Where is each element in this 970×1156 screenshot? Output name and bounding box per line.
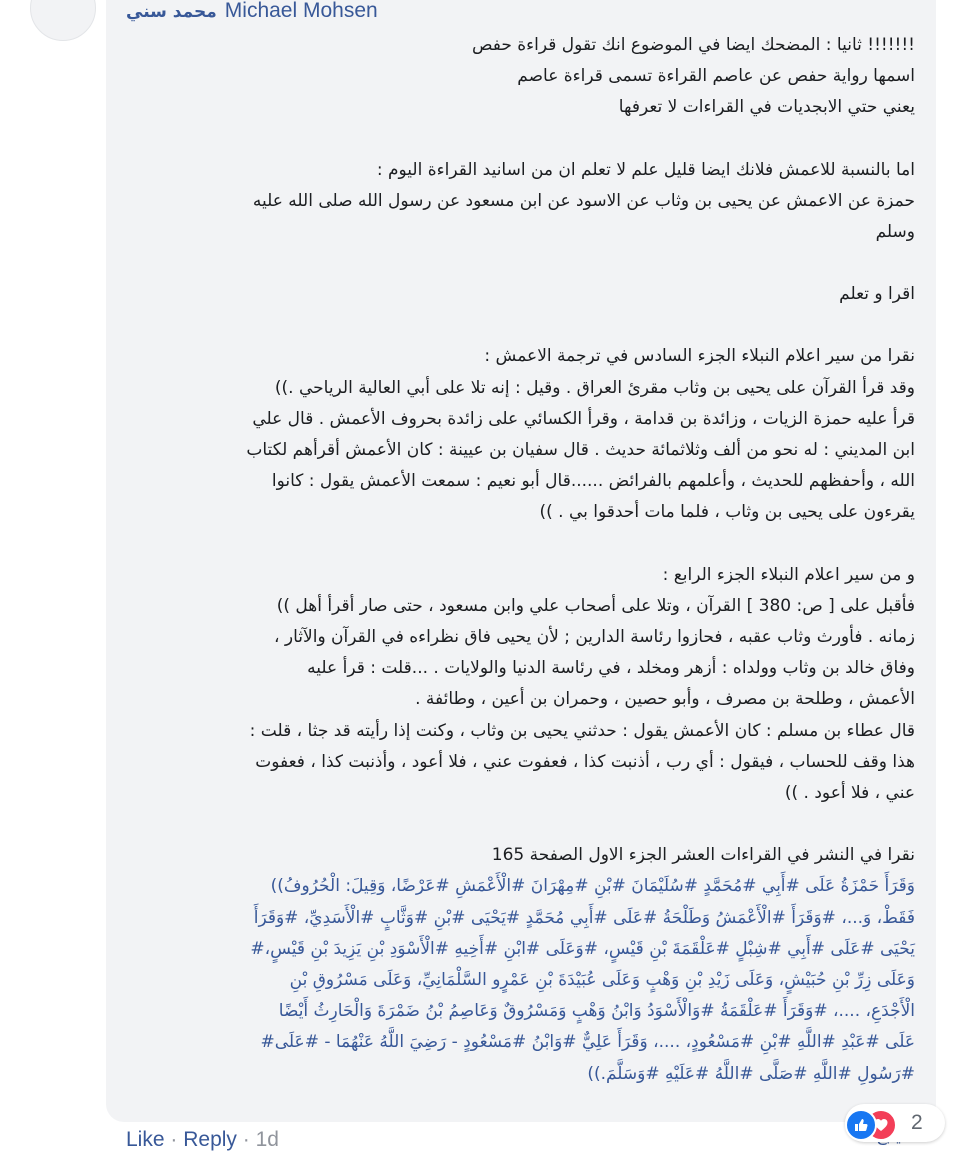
comment-line: وقد قرأ القرآن على يحيى بن وثاب مقرئ العراق . وقيل : إنه تلا على أبي العالية الرياحي .)) (274, 377, 915, 398)
comment-line: الله ، وأحفظهم للحديث ، وأعلمهم بالفرائض ......قال أبو نعيم : سمعت الأعمش يقول : كانوا (271, 471, 915, 492)
reactions-summary[interactable] (845, 1104, 945, 1142)
paragraph-gap (120, 124, 915, 155)
comment-line: حمزة عن الاعمش عن يحيى بن وثاب عن الاسود عن ابن مسعود عن رسول الله صلى الله عليه (252, 190, 915, 211)
paragraph-gap (120, 809, 915, 840)
comment-line-hashtags[interactable]: الْأَجْدَعِ، ....، #وَقَرَأَ #عَلْقَمَةُ #وَالْأَسْوَدُ وَابْنُ وَهْبٍ وَمَسْرُوقٌ وَعَاصِمُ بْنُ ضَمْرَةَ وَالْحَارِثُ أَيْضًا (278, 1001, 915, 1022)
comment-line: و من سير اعلام النبلاء الجزء الرابع : (662, 564, 915, 585)
comment-line-hashtags[interactable]: وَعَلَى زِرِّ بْنِ حُبَيْشٍ، وَعَلَى زَيْدِ بْنِ وَهْبٍ وَعَلَى عُبَيْدَةَ بْنِ عَمْرٍو السَّلْمَانِيِّ، وَعَلَى مَسْرُوقِ بْنِ (289, 970, 915, 991)
comment-line: !!!!!!! ثانيا : المضحك ايضا في الموضوع انك تقول قراءة حفص (471, 35, 915, 55)
comment-body (120, 30, 915, 1152)
comment-line-hashtags[interactable]: وَقَرَأَ حَمْزَةُ عَلَى #أَبِي #مُحَمَّدٍ #سُلَيْمَانَ #بْنِ #مِهْرَانَ #الْأَعْمَشِ #عَرْضًا، وَقِيلَ: الْحُرُوفُ)) (270, 876, 915, 897)
author-name-alt[interactable]: محمد سني (126, 2, 217, 22)
comment-line: عني ، فلا أعود . )) (784, 783, 915, 804)
paragraph-gap (120, 1090, 915, 1121)
reaction-count: 2 (911, 1111, 923, 1134)
separator: · (242, 1128, 250, 1151)
comment-author[interactable] (126, 0, 378, 25)
paragraph-gap (120, 248, 915, 279)
like-button[interactable]: Like (126, 1128, 165, 1151)
comment-line-hashtags[interactable]: #رَسُولِ #اللَّهِ #صَلَّى #اللَّهُ #عَلَيْهِ #وَسَلَّمَ.)) (587, 1063, 915, 1084)
comment-line: وفاق خالد بن وثاب وولداه : أزهر ومخلد ، في رئاسة الدنيا والولايات . ...قلت : قرأ عليه (307, 658, 915, 679)
comment-line: هذا وقف للحساب ، فيقول : أي رب ، أذنبت كذا ، فعفوت عني ، فلا أعود ، وأذنبت كذا ، فعفوت (255, 751, 915, 772)
comment-line: اما بالنسبة للاعمش فلانك ايضا قليل علم لا تعلم ان من اسانيد القراءة اليوم : (376, 159, 915, 180)
paragraph-gap (120, 529, 915, 560)
comment-line: يقرءون على يحيى بن وثاب ، فلما مات أحدقوا بي . )) (539, 502, 915, 523)
reply-button[interactable]: Reply (183, 1128, 237, 1151)
comment-line: نقرا من سير اعلام النبلاء الجزء السادس في ترجمة الاعمش : (484, 346, 915, 367)
comment-line: ابن المديني : له نحو من ألف وثلاثمائة حديث . قال سفيان بن عيينة : كان الأعمش أقرأهم لكتاب (246, 440, 915, 461)
comment-line-hashtags[interactable]: عَلَى #عَبْدِ #اللَّهِ #بْنِ #مَسْعُودٍ، ....، وَقَرَأَ عَلِيٌّ #وَابْنُ #مَسْعُودٍ - رَضِيَ اللَّهُ عَنْهُمَا - #عَلَى# (260, 1032, 915, 1053)
comment-line: زمانه . فأورث وثاب عقبه ، فحازوا رئاسة الدارين ; لأن يحيى فاق نظراءه في القرآن والآثار ، (274, 627, 915, 648)
paragraph-gap (120, 310, 915, 341)
comment-line: اقرا و تعلم (839, 284, 915, 305)
timestamp[interactable]: 1d (255, 1128, 279, 1151)
comment-line-hashtags[interactable]: يَحْيَى #عَلَى #أَبِي #شِبْلٍ #عَلْقَمَةَ بْنِ قَيْسٍ، #وَعَلَى #ابْنِ #أَخِيهِ #الْأَسْوَدِ بْنِ يَزِيدَ بْنِ قَيْسٍ،# (250, 938, 915, 959)
comment-line: فأقبل على [ ص: 380 ] القرآن ، وتلا على أصحاب علي وابن مسعود ، حتى صار أقرأ أهل )) (276, 595, 915, 616)
thumbs-up-icon (853, 1117, 869, 1133)
comment-line-hashtags[interactable]: فَقَطْ، وَ...، #وَقَرَأَ #الْأَعْمَشُ وَطَلْحَةُ #عَلَى #أَبِي مُحَمَّدٍ #يَحْيَى #بْنِ #وَثَّابٍ #الْأَسَدِيِّ، #وَقَرَأَ (253, 907, 915, 928)
comment-line: قال عطاء بن مسلم : كان الأعمش يقول : حدثني يحيى بن وثاب ، وكنت إذا رأيته قد جثا ، قلت : (249, 720, 915, 741)
like-reaction-icon (845, 1109, 877, 1141)
separator: · (170, 1128, 178, 1151)
comment-line: يعني حتي الابجديات في القراءات لا تعرفها (618, 97, 915, 118)
comment-line: اسمها رواية حفص عن عاصم القراءة تسمى قراءة عاصم (517, 66, 915, 87)
author-name[interactable]: Michael Mohsen (224, 0, 378, 22)
avatar[interactable] (30, 0, 96, 41)
comment-actions (126, 1125, 279, 1155)
comment-line: قرأ عليه حمزة الزيات ، وزائدة بن قدامة ، وقرأ الكسائي على زائدة بحروف الأعمش . قال علي (252, 408, 915, 429)
comment-line: الأعمش ، وطلحة بن مصرف ، وأبو حصين ، وحمران بن أعين ، وطائفة . (415, 689, 915, 710)
comment-line: نقرا في النشر في القراءات العشر الجزء الاول الصفحة 165 (491, 845, 915, 866)
comment-line: وسلم (875, 222, 915, 243)
